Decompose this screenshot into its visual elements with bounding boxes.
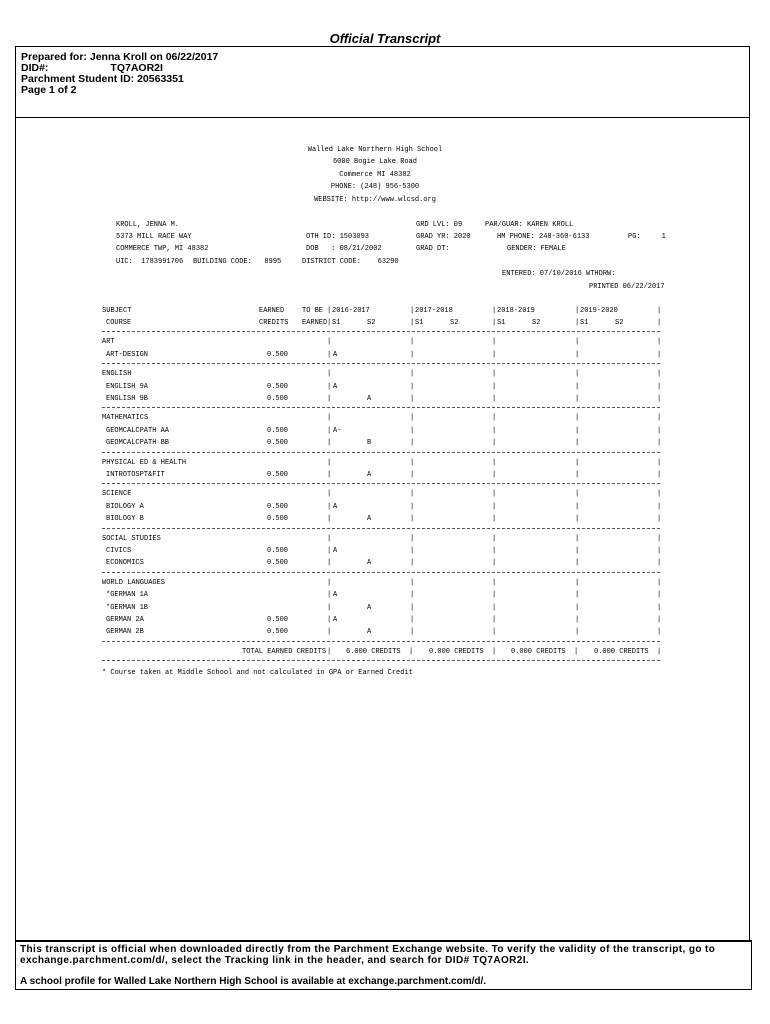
column-separator: | [410, 338, 415, 347]
column-separator: | [575, 395, 580, 403]
column-separator: | [410, 382, 415, 391]
semester-header-s1: S1 [415, 319, 424, 328]
student-street: 5373 MILL RACE WAY [116, 233, 192, 241]
column-separator: | [410, 628, 415, 637]
school-profile-notice: A school profile for Walled Lake Northern High School is available at exchange.parchment.com/d/. [20, 976, 487, 987]
column-separator: | [410, 319, 415, 328]
column-separator: | [327, 414, 332, 423]
column-separator: | [575, 350, 580, 359]
column-separator: | [575, 439, 580, 448]
column-separator: | [575, 502, 580, 511]
year-header: 2018-2019 [497, 307, 535, 315]
column-separator: | [492, 502, 497, 511]
column-separator: | [327, 547, 332, 555]
column-separator: | [492, 439, 497, 448]
column-separator: | [327, 616, 332, 624]
column-separator: | [657, 414, 662, 423]
column-separator: | [410, 350, 415, 359]
column-separator: | [492, 616, 497, 624]
column-separator: | [657, 338, 662, 347]
column-separator: | [575, 603, 580, 612]
column-separator: | [327, 471, 332, 479]
year-header: 2016-2017 [332, 307, 370, 315]
column-separator: | [575, 490, 580, 499]
column-separator: | [410, 426, 415, 435]
grade-s2: A [367, 603, 372, 612]
course-name: GERMAN 2B [106, 628, 144, 637]
column-separator: | [575, 628, 580, 637]
column-separator: | [492, 647, 497, 656]
page-title: Official Transcript [329, 31, 441, 46]
header-to-be-earned: EARNED [302, 319, 328, 328]
course-name: *GERMAN 1A [106, 591, 149, 600]
column-separator: | [492, 414, 497, 423]
did-value: TQ7AOR2I [110, 62, 163, 74]
column-separator: | [492, 350, 497, 359]
column-separator: | [657, 647, 662, 656]
column-separator: | [575, 319, 580, 328]
column-separator: | [492, 628, 497, 637]
course-credits: 0.500 [267, 502, 289, 511]
course-name: GEOMCALCPATH AA [106, 426, 170, 435]
column-separator: | [410, 395, 415, 403]
column-separator: | [492, 490, 497, 499]
column-separator: | [575, 307, 580, 315]
column-separator: | [657, 515, 662, 524]
column-separator: | [492, 307, 497, 315]
subject-heading: MATHEMATICS [102, 414, 149, 423]
column-separator: | [575, 578, 580, 587]
subject-heading: SOCIAL STUDIES [102, 534, 161, 543]
column-separator: | [410, 559, 415, 568]
course-credits: 0.500 [267, 426, 289, 435]
header-credits: CREDITS [259, 319, 289, 328]
grade-s2: A [367, 628, 372, 637]
column-separator: | [657, 439, 662, 448]
page-number: Page 1 of 2 [21, 84, 77, 96]
grade-s1: A [333, 547, 338, 555]
course-name: ART-DESIGN [106, 350, 149, 359]
column-separator: | [327, 382, 332, 391]
column-separator: | [574, 647, 579, 656]
course-credits: 0.500 [267, 515, 289, 524]
subject-heading: PHYSICAL ED & HEALTH [102, 458, 187, 467]
course-credits: 0.500 [267, 382, 289, 391]
grade-s2: B [367, 439, 372, 448]
header-course: COURSE [106, 319, 132, 328]
column-separator: | [410, 414, 415, 423]
column-separator: | [492, 458, 497, 467]
column-separator: | [575, 370, 580, 379]
grade-s2: A [367, 471, 372, 479]
column-separator: | [575, 534, 580, 543]
column-separator: | [410, 307, 415, 315]
grade-s1: A- [333, 426, 342, 435]
column-separator: | [575, 547, 580, 555]
column-separator: | [657, 350, 662, 359]
column-separator: | [327, 338, 332, 347]
total-credits: 6.000 CREDITS [346, 647, 401, 656]
column-separator: | [410, 603, 415, 612]
course-name: GEOMCALCPATH BB [106, 439, 170, 448]
gender: GENDER: FEMALE [507, 245, 566, 253]
column-separator: | [492, 559, 497, 568]
column-separator: | [657, 502, 662, 511]
column-separator: | [657, 616, 662, 624]
column-separator: | [409, 647, 414, 656]
school-name: Walled Lake Northern High School [307, 146, 443, 154]
course-name: ENGLISH 9B [106, 395, 149, 403]
course-credits: 0.500 [267, 616, 289, 624]
column-separator: | [327, 490, 332, 499]
student-id: Parchment Student ID: 20563351 [21, 73, 184, 85]
column-separator: | [410, 515, 415, 524]
year-header: 2017-2018 [415, 307, 453, 315]
grad-date: GRAD DT: [416, 245, 450, 253]
school-address-2: Commerce MI 48382 [339, 171, 411, 179]
grade-s1: A [333, 382, 338, 391]
column-separator: | [575, 591, 580, 600]
course-credits: 0.500 [267, 559, 289, 568]
dashed-divider [102, 641, 660, 642]
semester-header-s2: S2 [367, 319, 376, 328]
column-separator: | [657, 578, 662, 587]
year-header: 2019-2020 [580, 307, 618, 315]
grad-year: GRAD YR: 2020 [416, 233, 471, 241]
grade-s1: A [333, 350, 338, 359]
column-separator: | [657, 382, 662, 391]
column-separator: | [410, 502, 415, 511]
entered-date: ENTERED: 07/10/2016 WTHDRW: [502, 270, 616, 278]
course-name: *GERMAN 1B [106, 603, 149, 612]
column-separator: | [410, 591, 415, 600]
grade-s1: A [333, 502, 338, 511]
course-name: BIOLOGY B [106, 515, 144, 524]
column-separator: | [410, 490, 415, 499]
column-separator: | [657, 458, 662, 467]
course-credits: 0.500 [267, 350, 289, 359]
total-credits: 0.000 CREDITS [594, 647, 649, 656]
course-credits: 0.500 [267, 547, 289, 555]
column-separator: | [327, 350, 332, 359]
column-separator: | [410, 370, 415, 379]
column-separator: | [327, 603, 332, 612]
header-subject: SUBJECT [102, 307, 132, 315]
total-credits: 0.000 CREDITS [429, 647, 484, 656]
total-credits: 0.000 CREDITS [511, 647, 566, 656]
subject-heading: ENGLISH [102, 370, 132, 379]
did-label: DID#: [21, 62, 49, 74]
column-separator: | [327, 515, 332, 524]
course-name: INTROTOSPT&FIT [106, 471, 165, 479]
column-separator: | [410, 471, 415, 479]
column-separator: | [327, 559, 332, 568]
column-separator: | [327, 370, 332, 379]
column-separator: | [327, 502, 332, 511]
column-separator: | [410, 439, 415, 448]
dashed-divider [102, 660, 660, 661]
column-separator: | [410, 547, 415, 555]
course-credits: 0.500 [267, 628, 289, 637]
semester-header-s1: S1 [497, 319, 506, 328]
column-separator: | [657, 307, 662, 315]
student-city: COMMERCE TWP, MI 48382 [116, 245, 209, 253]
column-separator: | [327, 395, 332, 403]
column-separator: | [327, 439, 332, 448]
column-separator: | [575, 471, 580, 479]
footnote: * Course taken at Middle School and not calculated in GPA or Earned Credit [102, 668, 413, 677]
header-earned: EARNED [259, 307, 285, 315]
column-separator: | [492, 603, 497, 612]
transcript-header [15, 46, 750, 118]
column-separator: | [327, 628, 332, 637]
dashed-divider [102, 363, 660, 364]
column-separator: | [492, 578, 497, 587]
grade-s1: A [333, 591, 338, 600]
grade-level: GRD LVL: 09 [416, 221, 463, 229]
column-separator: | [657, 534, 662, 543]
school-address-1: 6000 Bogie Lake Road [332, 158, 417, 166]
subject-heading: ART [102, 338, 115, 347]
school-website: WEBSITE: http://www.wlcsd.org [314, 196, 436, 204]
dashed-divider [102, 483, 660, 484]
column-separator: | [492, 547, 497, 555]
column-separator: | [657, 559, 662, 568]
dob: DOB : 08/21/2002 [306, 245, 382, 253]
dashed-divider [102, 452, 660, 453]
column-separator: | [575, 414, 580, 423]
column-separator: | [575, 559, 580, 568]
prepared-for: Prepared for: Jenna Kroll on 06/22/2017 [21, 51, 219, 63]
column-separator: | [492, 382, 497, 391]
column-separator: | [575, 458, 580, 467]
course-name: BIOLOGY A [106, 502, 144, 511]
oth-id: OTH ID: 1503093 [306, 233, 370, 241]
grade-s2: A [367, 559, 372, 568]
column-separator: | [327, 591, 332, 600]
column-separator: | [410, 534, 415, 543]
column-separator: | [575, 338, 580, 347]
column-separator: | [657, 426, 662, 435]
semester-header-s2: S2 [615, 319, 624, 328]
column-separator: | [492, 534, 497, 543]
column-separator: | [657, 628, 662, 637]
column-separator: | [657, 319, 662, 328]
column-separator: | [575, 616, 580, 624]
pg-number: PG: 1 [628, 233, 666, 241]
column-separator: | [657, 370, 662, 379]
column-separator: | [327, 426, 332, 435]
column-separator: | [327, 534, 332, 543]
course-name: ECONOMICS [106, 559, 144, 568]
column-separator: | [657, 591, 662, 600]
column-separator: | [327, 307, 332, 315]
column-separator: | [327, 319, 332, 328]
student-uic: UIC: 1783991706 [116, 258, 184, 266]
column-separator: | [657, 547, 662, 555]
parent-guardian: PAR/GUAR: KAREN KROLL [485, 221, 574, 229]
column-separator: | [657, 395, 662, 403]
column-separator: | [327, 578, 332, 587]
column-separator: | [492, 515, 497, 524]
column-separator: | [575, 426, 580, 435]
course-name: CIVICS [106, 547, 132, 555]
column-separator: | [410, 616, 415, 624]
subject-heading: WORLD LANGUAGES [102, 578, 166, 587]
semester-header-s1: S1 [580, 319, 589, 328]
column-separator: | [410, 578, 415, 587]
course-credits: 0.500 [267, 471, 289, 479]
semester-header-s2: S2 [450, 319, 459, 328]
school-phone: PHONE: (248) 956-5300 [330, 183, 420, 191]
course-credits: 0.500 [267, 395, 289, 403]
semester-header-s1: S1 [332, 319, 341, 328]
column-separator: | [492, 370, 497, 379]
course-name: GERMAN 2A [106, 616, 144, 624]
transcript-body [15, 118, 750, 940]
subject-heading: SCIENCE [102, 490, 132, 499]
verification-notice: This transcript is official when downloaded directly from the Parchment Exchange website. To verify the validity of the transcript, go to exchange.parchment.com/d/, select the Tracking link in the header, and search for DID# TQ7AOR2I. [20, 944, 716, 966]
column-separator: | [492, 591, 497, 600]
course-credits: 0.500 [267, 439, 289, 448]
district-code: DISTRICT CODE: 63290 [302, 258, 399, 266]
dashed-divider [102, 528, 660, 529]
grade-s2: A [367, 515, 372, 524]
grade-s1: A [333, 616, 338, 624]
column-separator: | [492, 471, 497, 479]
column-separator: | [327, 647, 332, 656]
column-separator: | [492, 319, 497, 328]
student-name: KROLL, JENNA M. [116, 221, 180, 229]
column-separator: | [575, 515, 580, 524]
home-phone: HM PHONE: 248-360-6133 [497, 233, 590, 241]
course-name: ENGLISH 9A [106, 382, 149, 391]
column-separator: | [492, 338, 497, 347]
building-code: BUILDING CODE: 8995 [193, 258, 282, 266]
column-separator: | [657, 471, 662, 479]
column-separator: | [575, 382, 580, 391]
total-earned-label: TOTAL EARNED CREDITS [242, 647, 327, 656]
grade-s2: A [367, 395, 372, 403]
header-to-be: TO BE [302, 307, 324, 315]
column-separator: | [492, 395, 497, 403]
column-separator: | [657, 490, 662, 499]
column-separator: | [492, 426, 497, 435]
column-separator: | [410, 458, 415, 467]
transcript-footer [15, 940, 752, 990]
semester-header-s2: S2 [532, 319, 541, 328]
dashed-divider [102, 331, 660, 332]
printed-date: PRINTED 06/22/2017 [589, 283, 665, 291]
column-separator: | [657, 603, 662, 612]
column-separator: | [327, 458, 332, 467]
dashed-divider [102, 407, 660, 408]
dashed-divider [102, 572, 660, 573]
